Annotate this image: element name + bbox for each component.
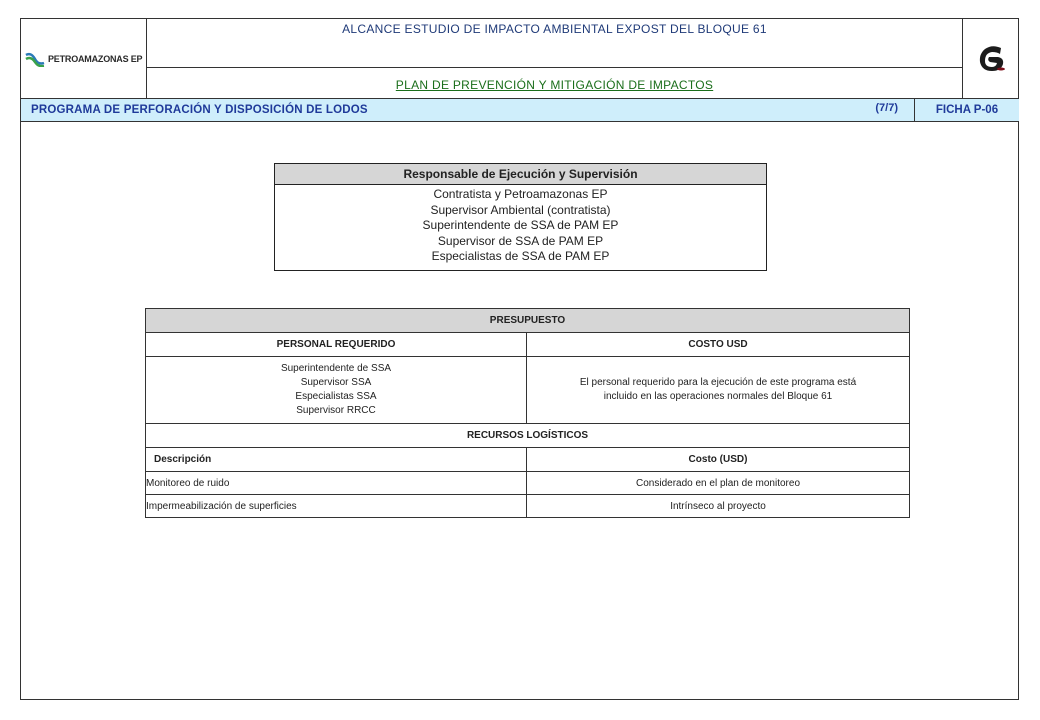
table-row <box>146 495 910 518</box>
resource-cost: Considerado en el plan de monitoreo <box>527 472 910 495</box>
resource-cost: Intrínseco al proyecto <box>527 495 910 518</box>
responsible-line: Supervisor Ambiental (contratista) <box>430 202 611 217</box>
cost-usd-column-header: Costo (USD) <box>527 448 910 472</box>
cost-column-header: COSTO USD <box>527 333 910 357</box>
document-subtitle-cell <box>147 68 962 98</box>
document-title: ALCANCE ESTUDIO DE IMPACTO AMBIENTAL EXPOST DEL BLOQUE 61 <box>342 22 767 36</box>
responsible-line: Contratista y Petroamazonas EP <box>433 187 608 201</box>
personal-column-header: PERSONAL REQUERIDO <box>146 333 527 357</box>
petroamazonas-logo-icon <box>25 51 45 67</box>
responsible-list <box>275 185 766 265</box>
company-logo <box>25 51 142 67</box>
responsible-heading: Responsable de Ejecución y Supervisión <box>275 164 766 185</box>
resource-description: Impermeabilización de superficies <box>146 495 527 518</box>
ficha-cell <box>914 98 1019 122</box>
responsible-line: Supervisor de SSA de PAM EP <box>437 233 604 248</box>
company-logo-cell <box>21 19 147 98</box>
personal-list-cell <box>146 357 527 424</box>
resource-description: Monitoreo de ruido <box>146 472 527 495</box>
brand-mark-cell <box>962 19 1020 98</box>
logo-text: PETROAMAZONAS EP <box>48 53 143 64</box>
program-title: PROGRAMA DE PERFORACIÓN Y DISPOSICIÓN DE LODOS <box>31 104 368 116</box>
logistics-section-header: RECURSOS LOGÍSTICOS <box>146 424 910 448</box>
description-column-header: Descripción <box>146 448 527 472</box>
budget-table <box>145 308 910 518</box>
page-indicator: (7/7) <box>875 102 898 114</box>
personal-item: Supervisor RRCC <box>296 405 376 416</box>
document-subtitle: PLAN DE PREVENCIÓN Y MITIGACIÓN DE IMPACTOS <box>395 78 714 92</box>
personal-item: Especialistas SSA <box>295 391 377 402</box>
responsible-line: Superintendente de SSA de PAM EP <box>422 218 619 232</box>
personal-item: Superintendente de SSA <box>280 363 392 374</box>
responsible-line: Especialistas de SSA de PAM EP <box>431 249 610 263</box>
personal-cost-line: incluido en las operaciones normales del Bloque 61 <box>603 391 833 402</box>
personal-cost-cell <box>527 357 910 424</box>
ficha-label: FICHA P-06 <box>935 104 999 116</box>
personal-cost-line: El personal requerido para la ejecución de este programa está <box>579 377 857 388</box>
budget-section-header: PRESUPUESTO <box>146 309 910 333</box>
responsible-box <box>274 163 767 271</box>
document-title-cell <box>147 19 962 68</box>
personal-item: Supervisor SSA <box>300 377 372 388</box>
program-bar <box>21 98 914 122</box>
letter-g-logo-icon <box>975 42 1009 76</box>
table-row <box>146 472 910 495</box>
